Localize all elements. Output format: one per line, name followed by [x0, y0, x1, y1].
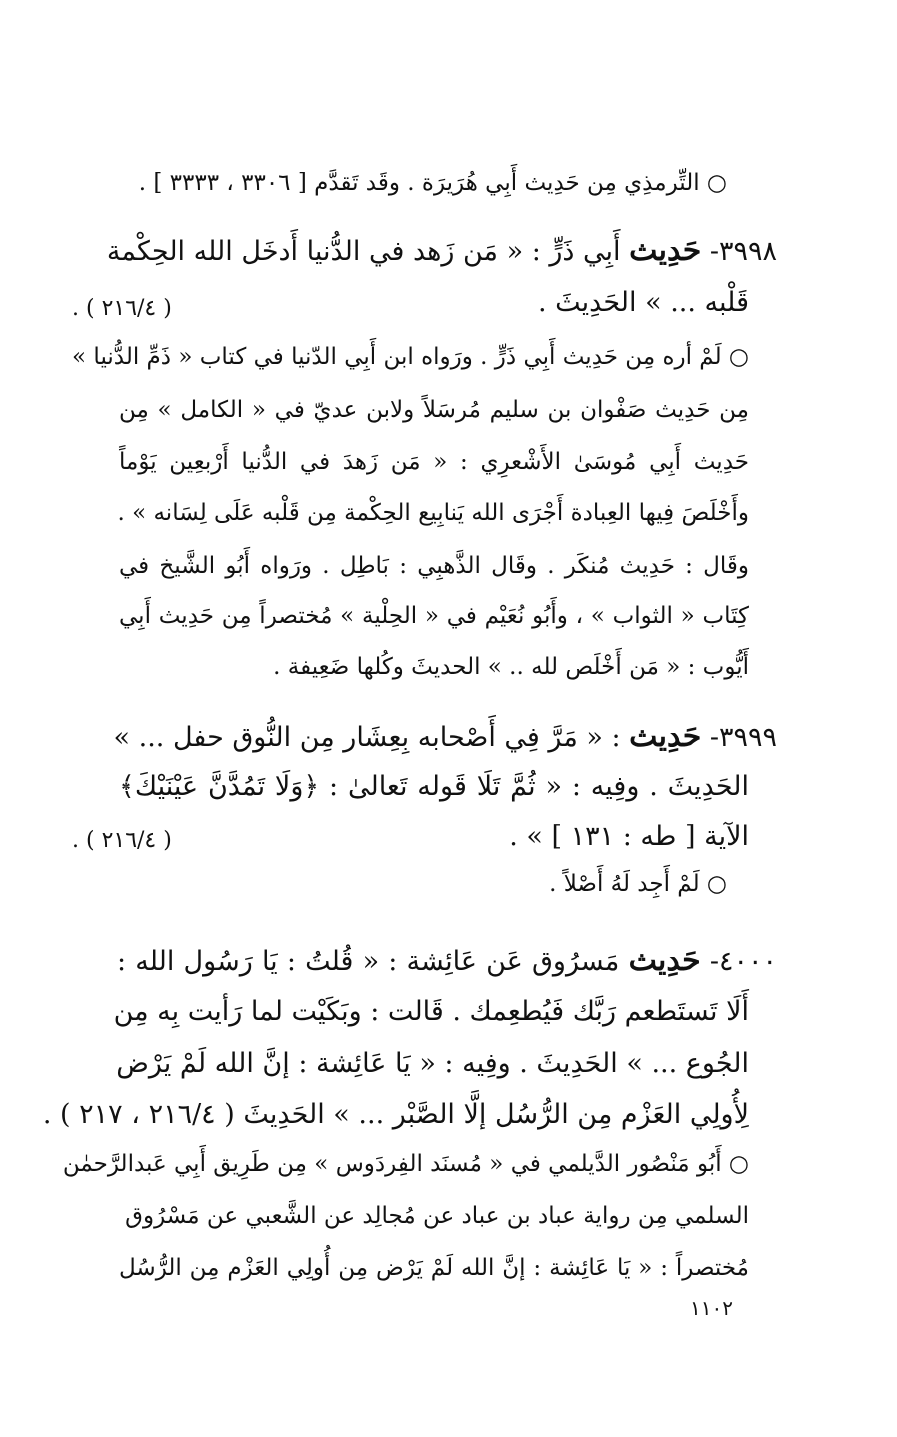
- note-3998-line: وأَخْلَصَ فِيها العِبادة أَجْرَى الله يَنابِيع الحِكْمة مِن قَلْبه عَلَى لِسَانه » .: [117, 500, 749, 526]
- hadith-keyword: حَدِيث: [629, 719, 702, 754]
- hadith-keyword: حَدِيث: [628, 943, 701, 978]
- note-4000-line: ○ أَبُو مَنْصُور الدَّيلمي في « مُسنَد الفِردَوس » مِن طَرِيق أَبِي عَبدالرَّحمٰن: [62, 1151, 749, 1177]
- top-note: ○ التِّرمذِي مِن حَدِيث أَبِي هُرَيرَة . وقَد تَقدَّم [ ٣٣٠٦ ، ٣٣٣٣ ] .: [138, 170, 727, 196]
- hadith-4000-line3: الجُوع ... » الحَدِيثَ . وفِيه : « يَا عَائِشة : إنَّ الله لَمْ يَرْض: [116, 1048, 749, 1079]
- hadith-3998-line1: ٣٩٩٨- حَدِيث أَبِي ذَرٍّ : « مَن زَهد في الدُّنيا أَدخَل الله الحِكْمة: [106, 233, 777, 268]
- hadith-number: ٣٩٩٩-: [709, 722, 777, 753]
- hadith-keyword: حَدِيث: [629, 233, 702, 268]
- note-4000-line: السلمي مِن رواية عباد بن عباد عن مُجالِد عن الشَّعبي عن مَسْرُوق: [125, 1203, 749, 1229]
- page-number: ١١٠٢: [690, 1296, 733, 1320]
- hadith-4000-line4: لِأُولِي العَزْم مِن الرُّسُل إلَّا الصَّبْر ... » الحَدِيثَ ( ٢١٦/٤ ، ٢١٧ ) .: [42, 1099, 749, 1130]
- note-3998-line: ○ لَمْ أره مِن حَدِيث أَبِي ذَرٍّ . ورَواه ابن أَبِي الدّنيا في كتاب « ذَمِّ الدُّنيا »: [72, 344, 749, 370]
- note-3999: ○ لَمْ أَجِد لَهُ أَصْلاً .: [549, 871, 727, 897]
- hadith-3998-line2: قَلْبه ... » الحَدِيثَ .: [537, 287, 749, 318]
- hadith-4000-line2: أَلَا تَستَطعم رَبَّك فَيُطعِمك . قَالت : وبَكَيْت لما رَأيت بِه مِن: [113, 996, 749, 1027]
- hadith-number: ٤٠٠٠-: [709, 946, 777, 977]
- hadith-3999-line1: ٣٩٩٩- حَدِيث : « مَرَّ فِي أَصْحابه بِعِشَار مِن النُّوق حفل ... »: [113, 719, 777, 754]
- hadith-3999-line2: الحَدِيثَ . وفِيه : « ثُمَّ تَلَا قَوله تَعالىٰ : ﴿وَلَا تَمُدَّنَّ عَيْنَيْكَ﴾: [119, 771, 749, 802]
- hadith-3999-ref: ( ٢١٦/٤ ) .: [72, 828, 172, 853]
- hadith-number: ٣٩٩٨-: [709, 236, 777, 267]
- hadith-3998-ref: ( ٢١٦/٤ ) .: [72, 296, 172, 321]
- note-3998-line: كِتَاب « الثواب » ، وأَبُو نُعَيْم في « الحِلْية » مُختصراً مِن حَدِيث أَبِي: [119, 603, 749, 629]
- note-3998-line: حَدِيث أَبِي مُوسَىٰ الأَشْعرِي : « مَن زَهدَ في الدُّنيا أَرْبعِين يَوْماً: [119, 449, 749, 475]
- note-4000-line: مُختصراً : « يَا عَائِشة : إنَّ الله لَمْ يَرْض مِن أُولِي العَزْم مِن الرُّسُل: [119, 1255, 749, 1281]
- note-3998-line: مِن حَدِيث صَفْوان بن سليم مُرسَلاً ولابن عديّ في « الكامل » مِن: [119, 397, 749, 423]
- hadith-4000-line1: ٤٠٠٠- حَدِيث مَسرُوق عَن عَائِشة : « قُلتُ : يَا رَسُول الله :: [117, 943, 777, 978]
- note-3998-line: أَيُّوب : « مَن أَخْلَص لله .. » الحديثَ وكُلها ضَعِيفة .: [273, 654, 749, 680]
- note-3998-line: وقَال : حَدِيث مُنكَر . وقَال الذَّهبِي : بَاطِل . ورَواه أَبُو الشَّيخ في: [119, 553, 749, 579]
- hadith-3999-line3: الآية [ طه : ١٣١ ] » .: [509, 821, 749, 852]
